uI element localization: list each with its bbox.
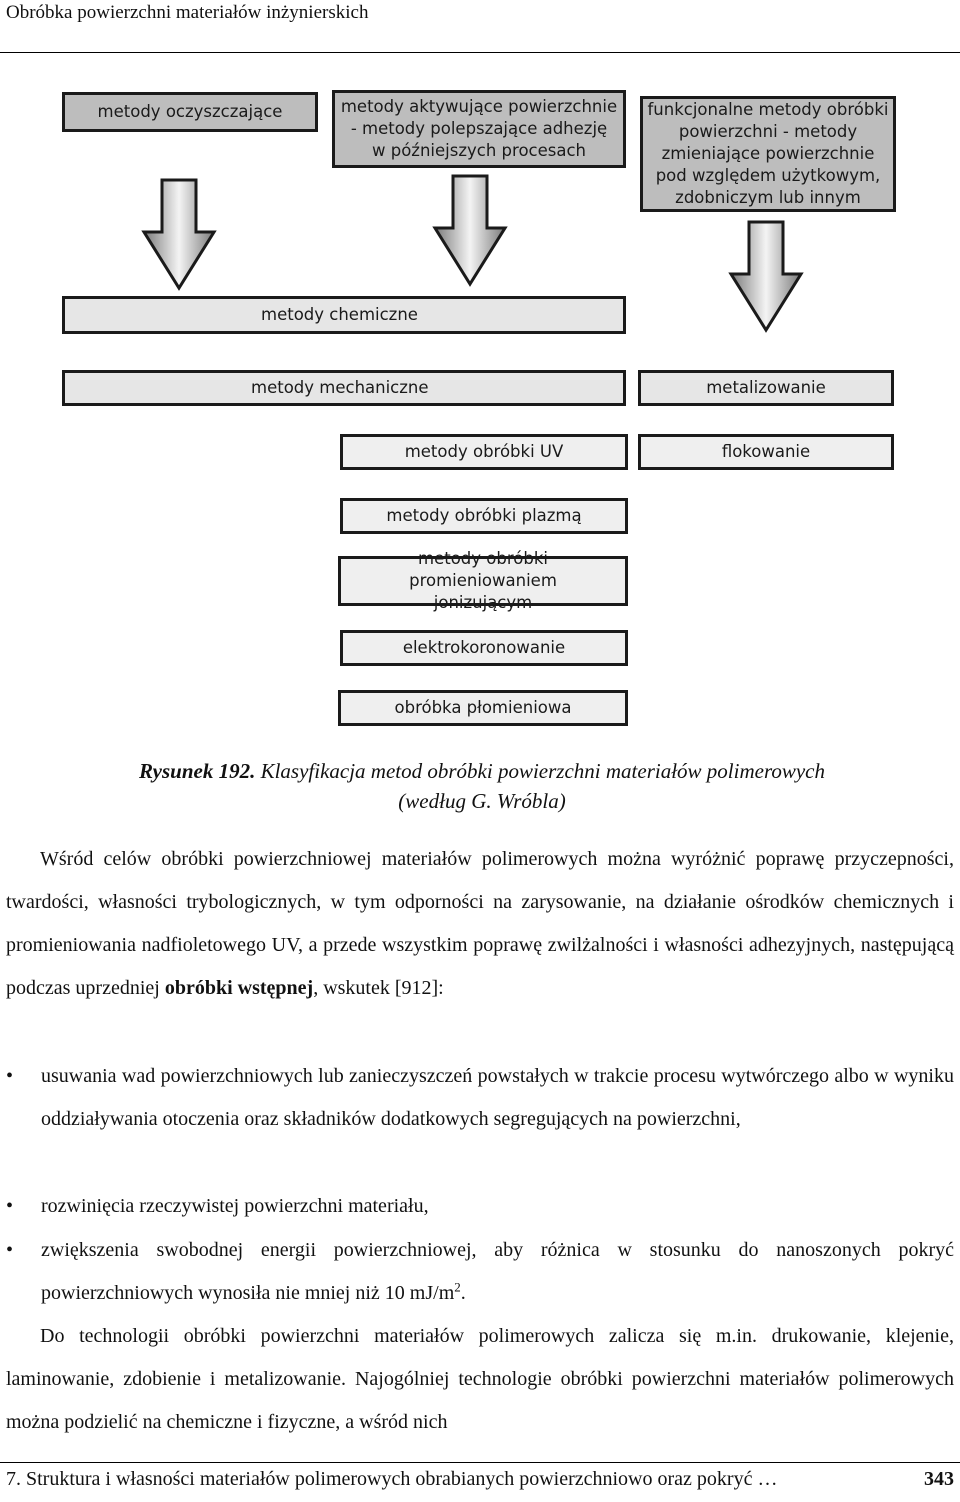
box-cleaning-methods: metody oczyszczające [62, 92, 318, 132]
paragraph-1-bold: obróbki wstępnej [164, 977, 314, 999]
running-header: Obróbka powierzchni materiałów inżynierskich [6, 2, 369, 23]
box-chemical-methods: metody chemiczne [62, 296, 626, 334]
paragraph-2: Do technologii obróbki powierzchni materiałów polimerowych zalicza się m.in. drukowanie, klejenie, laminowanie, zdobienie i metalizowanie. Najogólniej technologie obróbki powierzchni materiałów polimerowych można podzielić na chemiczne i fizyczne, a wśród nich [6, 1325, 954, 1433]
box-plasma-methods: metody obróbki plazmą [340, 498, 628, 534]
bullet-dot: • [6, 1065, 14, 1087]
caption-text: Klasyfikacja metod obróbki powierzchni materiałów polimerowych [255, 759, 825, 783]
paragraph-1-end: , wskutek [912]: [313, 977, 444, 999]
footer-text: 7. Struktura i własności materiałów polimerowych obrabianych powierzchniowo oraz pokryć … [6, 1468, 778, 1490]
list-item [6, 1055, 954, 1141]
functional-line-3: zmieniające powierzchnie [661, 144, 875, 163]
box-flocking: flokowanie [638, 434, 894, 470]
box-mechanical-methods: metody mechaniczne [62, 370, 626, 406]
functional-line-5: zdobniczym lub innym [675, 188, 861, 207]
box-ionizing-methods [338, 549, 628, 612]
arrow-right [731, 222, 801, 330]
box-metallizing: metalizowanie [638, 370, 894, 406]
paragraph-1 [6, 838, 954, 1010]
functional-line-1: funkcjonalne metody obróbki [647, 100, 889, 119]
box-flame: obróbka płomieniowa [338, 690, 628, 726]
bullet-3-sup: 2 [454, 1279, 461, 1295]
bullet-dot: • [6, 1195, 14, 1217]
ionizing-line-1: metody obróbki promieniowaniem [409, 549, 557, 590]
box-activating-methods [332, 90, 626, 168]
running-footer [6, 1468, 954, 1491]
page-number: 343 [924, 1468, 954, 1490]
bullet-2-text: rozwinięcia rzeczywistej powierzchni materiału, [41, 1195, 429, 1217]
bullet-3-text: zwiększenia swobodnej energii powierzchniowej, aby różnica w stosunku do nanoszonych pokryć powierzchniowych wynosiła nie mniej niż 10 mJ/m [41, 1239, 954, 1304]
footer-rule [0, 1462, 960, 1463]
caption-line-2: (według G. Wróbla) [398, 789, 566, 813]
arrow-left [144, 180, 214, 288]
bullet-dot: • [6, 1239, 14, 1261]
list-item [6, 1185, 954, 1228]
activating-line-1: metody aktywujące powierzchnie [340, 97, 618, 116]
box-functional-methods [640, 96, 896, 212]
ionizing-line-2: jonizującym [433, 593, 533, 612]
box-corona: elektrokoronowanie [340, 630, 628, 666]
functional-line-2: powierzchni - metody [678, 122, 858, 141]
bullet-1-text: usuwania wad powierzchniowych lub zanieczyszczeń powstałych w trakcie procesu wytwórczego albo w wyniku oddziaływania otoczenia oraz składników dodatkowych segregujących na powierzchni, [41, 1065, 954, 1130]
activating-line-2: - metody polepszające adhezję [350, 119, 608, 138]
functional-line-4: pod względem użytkowym, [655, 166, 881, 185]
caption-label: Rysunek 192. [139, 759, 256, 783]
box-uv-methods: metody obróbki UV [340, 434, 628, 470]
bullet-3 [41, 1229, 954, 1315]
arrow-middle [435, 176, 505, 284]
paragraph-1-text: Wśród celów obróbki powierzchniowej materiałów polimerowych można wyróżnić poprawę przyczepności, twardości, własności trybologicznych, w tym odporności na zarysowanie, na działanie ośrodków chemicznych i promieniowania nadfioletowego UV, a przede wszystkim poprawę zwilżalności i własności adhezyjnych, następującą podczas uprzedniej [6, 848, 954, 999]
activating-line-3: w późniejszych procesach [372, 141, 586, 160]
bullet-3-end: . [460, 1282, 466, 1304]
list-item [6, 1229, 954, 1315]
figure-caption [72, 756, 892, 816]
